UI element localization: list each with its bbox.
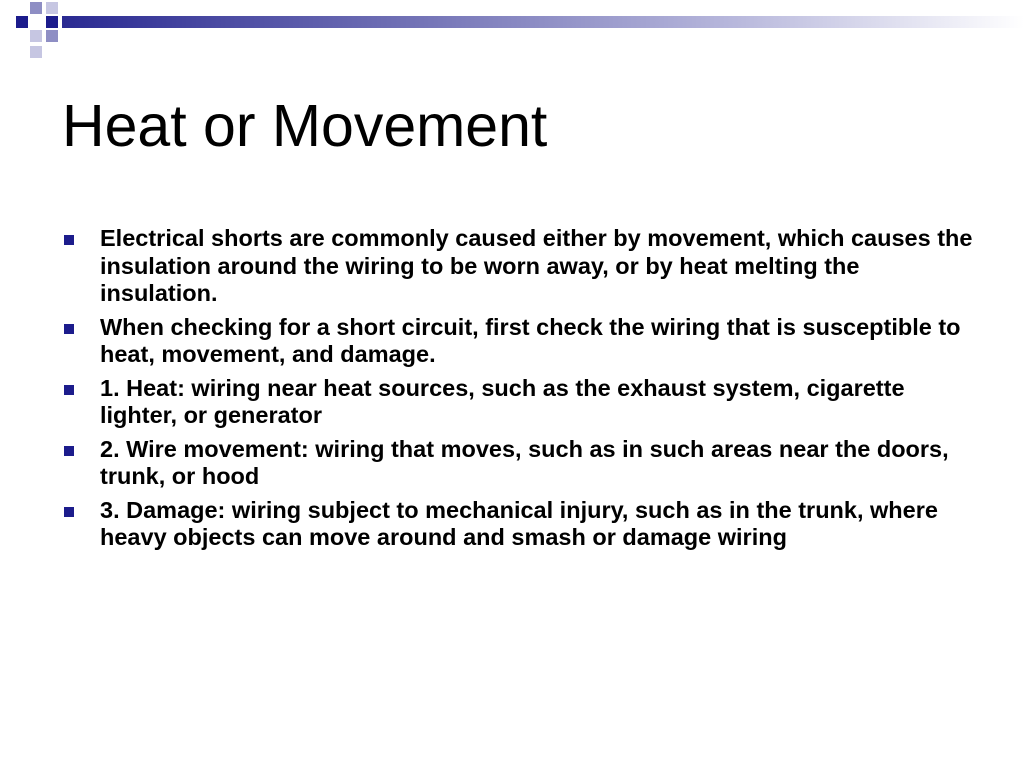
bullet-item	[62, 497, 982, 552]
corner-square-decoration	[30, 30, 42, 42]
square-bullet-icon	[64, 385, 74, 395]
square-bullet-icon	[64, 507, 74, 517]
bullet-item	[62, 375, 982, 430]
corner-square-decoration	[30, 2, 42, 14]
bullet-text: When checking for a short circuit, first check the wiring that is susceptible to heat, movement, and damage.	[100, 313, 961, 367]
bullet-item	[62, 314, 982, 369]
corner-square-decoration	[46, 30, 58, 42]
bullet-text: 2. Wire movement: wiring that moves, such as in such areas near the doors, trunk, or hood	[100, 435, 949, 489]
corner-square-decoration	[46, 2, 58, 14]
corner-square-decoration	[46, 16, 58, 28]
square-bullet-icon	[64, 446, 74, 456]
header-gradient-bar	[62, 16, 1024, 28]
corner-square-decoration	[30, 46, 42, 58]
square-bullet-icon	[64, 235, 74, 245]
corner-square-decoration	[16, 16, 28, 28]
bullet-item	[62, 436, 982, 491]
bullet-text: 3. Damage: wiring subject to mechanical injury, such as in the trunk, where heavy objects can move around and smash or damage wiring	[100, 496, 938, 550]
square-bullet-icon	[64, 324, 74, 334]
bullet-text: Electrical shorts are commonly caused either by movement, which causes the insulation around the wiring to be worn away, or by heat melting the insulation.	[100, 225, 973, 306]
slide-title: Heat or Movement	[62, 93, 548, 159]
bullet-list	[62, 225, 982, 558]
bullet-item	[62, 225, 982, 308]
bullet-text: 1. Heat: wiring near heat sources, such as the exhaust system, cigarette lighter, or generator	[100, 374, 905, 428]
